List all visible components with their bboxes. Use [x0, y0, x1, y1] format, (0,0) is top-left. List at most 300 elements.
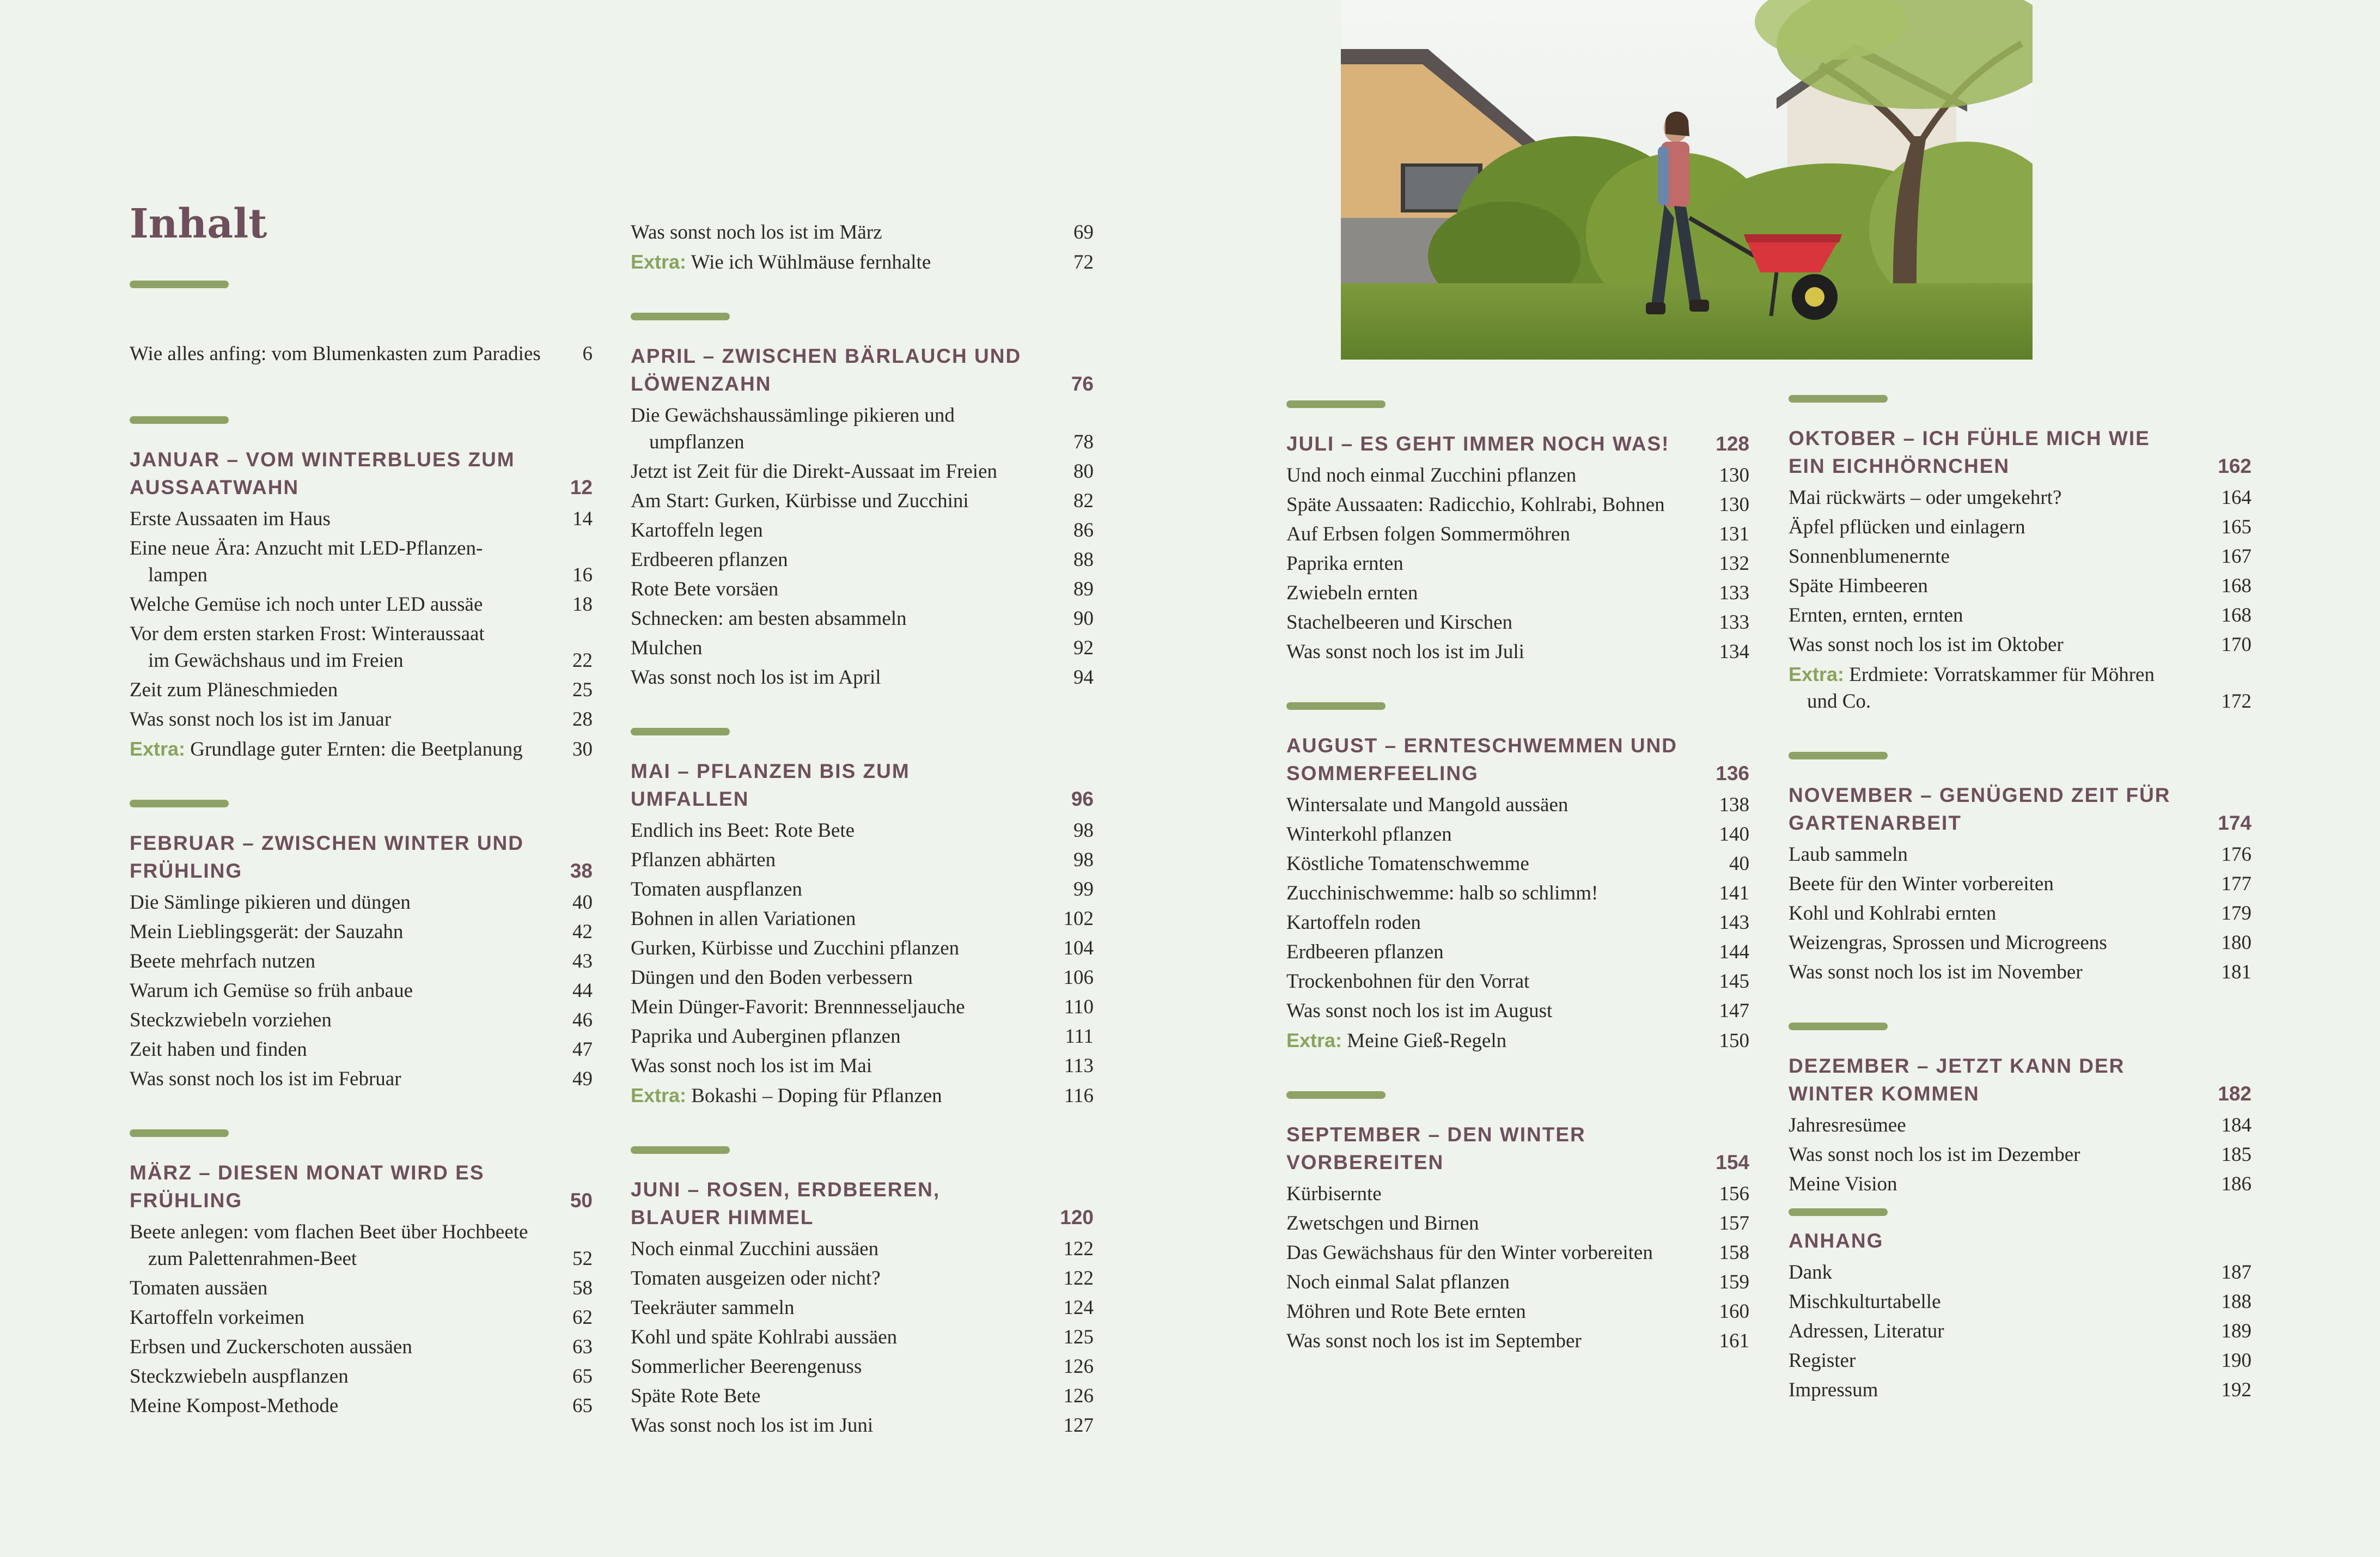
- entry-page: 122: [1063, 1238, 1094, 1260]
- section-heading: JANUAR – VOM WINTERBLUES ZUM AUSSAATWAHN 12: [130, 446, 593, 501]
- decorative-brush-stroke: [631, 728, 730, 735]
- toc-entry: [631, 964, 1094, 991]
- toc-entry: [631, 605, 1094, 632]
- entry-page: 144: [1719, 941, 1749, 963]
- toc-entry: [130, 1219, 593, 1272]
- toc-entry: [1286, 609, 1749, 636]
- entry-title: Winterkohl pflanzen: [1286, 823, 1452, 846]
- toc-entry: [1789, 1171, 2251, 1197]
- toc-entry: [1286, 850, 1749, 877]
- entry-title: Rote Bete vorsäen: [631, 578, 779, 600]
- toc-entry: [130, 977, 593, 1004]
- toc-entry: [631, 488, 1094, 514]
- entry-page: 164: [2221, 486, 2251, 509]
- entry-page: 86: [1073, 519, 1094, 542]
- heading-page: 154: [1716, 1151, 1749, 1173]
- heading-month: JUNI: [631, 1178, 681, 1201]
- entry-title: Paprika und Auberginen pflanzen: [631, 1025, 901, 1048]
- toc-entry: [1286, 1181, 1749, 1207]
- decorative-brush-stroke: [631, 313, 730, 320]
- toc-entry: [130, 506, 593, 532]
- heading-month: FEBRUAR: [130, 832, 236, 854]
- entry-title: Was sonst noch los ist im September: [1286, 1330, 1582, 1352]
- toc-entry: [130, 706, 593, 733]
- toc-entry: [1286, 1210, 1749, 1237]
- entry-title: Zeit haben und finden: [130, 1038, 307, 1061]
- heading-subtitle: DEN WINTER VORBEREITEN: [1286, 1123, 1586, 1173]
- toc-entry: [1789, 514, 2251, 540]
- toc-entry: [130, 591, 593, 618]
- entry-title: Erbsen und Zuckerschoten aussäen: [130, 1336, 412, 1358]
- entry-title: Beete mehrfach nutzen: [130, 950, 316, 972]
- entry-page: 52: [572, 1248, 593, 1270]
- toc-entry: [631, 1053, 1094, 1079]
- entry-title: Mischkulturtabelle: [1789, 1291, 1941, 1313]
- entry-title: Pflanzen abhärten: [631, 849, 776, 871]
- heading-month: SEPTEMBER: [1286, 1123, 1422, 1146]
- entry-page: 130: [1719, 494, 1749, 516]
- heading-subtitle: ICH FÜHLE MICH WIE EIN EICHHÖRNCHEN: [1789, 427, 2150, 477]
- entry-title: Eine neue Ära: Anzucht mit LED-Pflanzen-: [130, 537, 483, 559]
- toc-entry: [631, 219, 1094, 246]
- toc-entry: [130, 677, 593, 703]
- entry-page: 22: [572, 649, 593, 672]
- entry-title: Weizengras, Sprossen und Microgreens: [1789, 932, 2107, 954]
- entry-title: Mein Dünger-Favorit: Brennnesseljauche: [631, 996, 965, 1018]
- section-heading: SEPTEMBER – DEN WINTER VORBEREITEN 154: [1286, 1121, 1749, 1176]
- entry-page: 141: [1719, 882, 1749, 904]
- heading-month: NOVEMBER: [1789, 784, 1914, 806]
- heading-page: 96: [1071, 788, 1094, 810]
- entry-title: Warum ich Gemüse so früh anbaue: [130, 980, 413, 1002]
- toc-entry: [1286, 1269, 1749, 1296]
- heading-subtitle: ZWISCHEN WINTER UND FRÜHLING: [130, 832, 524, 882]
- entry-title: Kartoffeln legen: [631, 519, 763, 542]
- heading-month: MÄRZ: [130, 1161, 192, 1184]
- entry-page: 158: [1719, 1242, 1749, 1264]
- section-februar: [130, 800, 593, 1092]
- entry-title: Düngen und den Boden verbessern: [631, 966, 913, 989]
- heading-month: DEZEMBER: [1789, 1055, 1911, 1077]
- entry-page: 130: [1719, 464, 1749, 486]
- entry-page: 186: [2221, 1173, 2251, 1195]
- entry-page: 47: [572, 1038, 593, 1061]
- entry-title: Späte Himbeeren: [1789, 575, 1928, 597]
- heading-page: 182: [2218, 1082, 2251, 1105]
- entry-page: 126: [1063, 1355, 1094, 1378]
- heading-page: 162: [2218, 455, 2251, 477]
- page-title: Inhalt: [130, 200, 267, 247]
- entry-title: Tomaten auspflanzen: [631, 878, 802, 901]
- entry-page: 176: [2221, 843, 2251, 866]
- toc-entry: [130, 621, 593, 674]
- entry-page: 40: [572, 891, 593, 914]
- entry-title-continued: lampen: [148, 564, 208, 586]
- extra-label: Extra:: [631, 251, 687, 273]
- entry-title: Was sonst noch los ist im März: [631, 221, 882, 244]
- section-heading: NOVEMBER – GENÜGEND ZEIT FÜR GARTENARBEIT 174: [1789, 781, 2251, 837]
- toc-entry: [631, 664, 1094, 691]
- entry-page: 132: [1719, 552, 1749, 575]
- entry-title: Mai rückwärts – oder umgekehrt?: [1789, 486, 2062, 509]
- entry-title: Was sonst noch los ist im November: [1789, 961, 2083, 983]
- entry-page: 98: [1073, 849, 1094, 871]
- section-heading: DEZEMBER – JETZT KANN DER WINTER KOMMEN 182: [1789, 1052, 2251, 1108]
- heading-page: 12: [570, 476, 593, 498]
- heading-month: ANHANG: [1789, 1230, 1884, 1252]
- toc-entry: [130, 535, 593, 588]
- entry-page: 65: [572, 1365, 593, 1388]
- heading-month: AUGUST: [1286, 734, 1378, 757]
- extra-label: Extra:: [1789, 663, 1845, 685]
- toc-entry: [631, 876, 1094, 903]
- entry-page: 111: [1065, 1025, 1094, 1048]
- heading-subtitle: VOM WINTERBLUES ZUM AUSSAATWAHN: [130, 448, 515, 498]
- entry-page: 42: [572, 921, 593, 943]
- entry-title: Adressen, Literatur: [1789, 1320, 1944, 1342]
- entry-page: 63: [572, 1336, 593, 1358]
- decorative-brush-stroke: [1286, 400, 1386, 408]
- entry-title: Noch einmal Zucchini aussäen: [631, 1238, 879, 1260]
- entry-title: Bohnen in allen Variationen: [631, 908, 856, 930]
- entry-title: Sonnenblumenernte: [1789, 545, 1950, 568]
- decorative-brush-stroke: [130, 416, 229, 424]
- entry-title: Endlich ins Beet: Rote Bete: [631, 819, 855, 842]
- entry-title: Tomaten aussäen: [130, 1277, 268, 1299]
- heading-subtitle: GENÜGEND ZEIT FÜR GARTENARBEIT: [1789, 784, 2171, 834]
- decorative-brush-stroke: [130, 281, 229, 288]
- section-heading: JUNI – ROSEN, ERDBEEREN, BLAUER HIMMEL 120: [631, 1176, 1094, 1231]
- section-anhang: [1789, 1208, 2251, 1403]
- toc-entry: [1286, 1328, 1749, 1354]
- toc-entry: [130, 1036, 593, 1063]
- entry-title: Was sonst noch los ist im Februar: [130, 1068, 401, 1090]
- toc-entry: [1789, 1288, 2251, 1315]
- entry-title: Tomaten ausgeizen oder nicht?: [631, 1267, 881, 1290]
- entry-title: Zwiebeln ernten: [1286, 582, 1418, 604]
- entry-page: 143: [1719, 911, 1749, 934]
- entry-page: 90: [1073, 607, 1094, 630]
- entry-page: 125: [1063, 1326, 1094, 1348]
- toc-entry: [1789, 841, 2251, 868]
- heading-page: 50: [570, 1189, 593, 1212]
- toc-entry: [631, 1412, 1094, 1439]
- toc-entry: [1789, 1259, 2251, 1286]
- section-heading: FEBRUAR – ZWISCHEN WINTER UND FRÜHLING 38: [130, 829, 593, 885]
- toc-entry: [1286, 1239, 1749, 1266]
- toc-entry: [631, 1265, 1094, 1292]
- heading-subtitle: PFLANZEN BIS ZUM UMFALLEN: [631, 760, 910, 810]
- entry-page: 187: [2221, 1261, 2251, 1284]
- toc-entry: [1789, 484, 2251, 511]
- entry-page: 172: [2221, 690, 2251, 713]
- entry-page: 157: [1719, 1212, 1749, 1234]
- entry-page: 58: [572, 1277, 593, 1299]
- section-januar: [130, 416, 593, 763]
- entry-page: 6: [582, 343, 593, 365]
- entry-title: Köstliche Tomatenschwemme: [1286, 853, 1529, 875]
- toc-entry: [130, 889, 593, 916]
- entry-title: Möhren und Rote Bete ernten: [1286, 1300, 1526, 1323]
- decorative-brush-stroke: [1286, 1091, 1386, 1099]
- entry-title: Schnecken: am besten absammeln: [631, 607, 907, 630]
- entry-title: Erdbeeren pflanzen: [631, 549, 788, 571]
- toc-entry: [130, 1275, 593, 1301]
- toc-entry: [631, 576, 1094, 603]
- heading-month: OKTOBER: [1789, 427, 1897, 449]
- heading-subtitle: ES GEHT IMMER NOCH WAS!: [1360, 433, 1670, 455]
- toc-entry: [1286, 1298, 1749, 1325]
- toc-entry: [631, 905, 1094, 932]
- toc-entry: [1286, 638, 1749, 665]
- section-september: [1286, 1091, 1749, 1354]
- entry-page: 72: [1073, 251, 1094, 273]
- entry-title: Zucchinischwemme: halb so schlimm!: [1286, 882, 1598, 904]
- entry-title: Beete für den Winter vorbereiten: [1789, 873, 2054, 895]
- entry-page: 116: [1064, 1085, 1094, 1107]
- entry-title: Steckzwiebeln auspflanzen: [130, 1365, 349, 1388]
- entry-page: 46: [572, 1009, 593, 1031]
- entry-page: 40: [1729, 853, 1749, 875]
- entry-page: 168: [2221, 604, 2251, 627]
- toc-entry: [631, 635, 1094, 661]
- entry-title: Stachelbeeren und Kirschen: [1286, 611, 1513, 634]
- heading-month: JANUAR: [130, 448, 221, 471]
- entry-title: Kohl und Kohlrabi ernten: [1789, 902, 1997, 925]
- heading-subtitle: JETZT KANN DER WINTER KOMMEN: [1789, 1055, 2125, 1105]
- section-maerz-continued: [631, 219, 1094, 276]
- decorative-brush-stroke: [130, 1129, 229, 1137]
- entry-page: 18: [572, 593, 593, 616]
- heading-page: 120: [1060, 1206, 1094, 1228]
- entry-page: 161: [1719, 1330, 1749, 1352]
- heading-month: APRIL: [631, 345, 697, 367]
- entry-title: Sommerlicher Beerengenuss: [631, 1355, 862, 1378]
- entry-page: 180: [2221, 932, 2251, 954]
- entry-title-continued: und Co.: [1807, 690, 1871, 713]
- toc-entry: [1789, 602, 2251, 629]
- entry-title: Erdmiete: Vorratskammer für Möhren: [1849, 664, 2155, 686]
- entry-title: Was sonst noch los ist im Dezember: [1789, 1144, 2080, 1166]
- toc-entry: [1286, 550, 1749, 577]
- entry-page: 89: [1073, 578, 1094, 600]
- toc-entry: [631, 546, 1094, 573]
- entry-page: 25: [572, 679, 593, 701]
- toc-entry: [631, 1082, 1094, 1109]
- entry-page: 127: [1063, 1414, 1094, 1437]
- toc-entry: [631, 1324, 1094, 1351]
- entry-title: Beete anlegen: vom flachen Beet über Hochbeete: [130, 1221, 528, 1243]
- toc-entry: [1286, 521, 1749, 548]
- entry-page: 189: [2221, 1320, 2251, 1342]
- entry-title: Mulchen: [631, 637, 703, 659]
- toc-entry: [1286, 462, 1749, 489]
- toc-entry: [1286, 821, 1749, 848]
- section-dezember: [1789, 1023, 2251, 1197]
- entry-page: 134: [1719, 641, 1749, 663]
- entry-title: Zeit zum Pläneschmieden: [130, 679, 338, 701]
- entry-page: 165: [2221, 516, 2251, 538]
- toc-entry: [1286, 1027, 1749, 1054]
- decorative-brush-stroke: [1789, 752, 1888, 759]
- toc-entry: [1789, 900, 2251, 927]
- section-juni: [631, 1146, 1094, 1439]
- heading-page: 174: [2218, 812, 2251, 834]
- entry-title: Späte Rote Bete: [631, 1385, 761, 1407]
- entry-title: Erste Aussaaten im Haus: [130, 508, 331, 530]
- entry-page: 69: [1073, 221, 1094, 244]
- toc-entry: [1286, 580, 1749, 606]
- entry-page: 188: [2221, 1291, 2251, 1313]
- entry-page: 181: [2221, 961, 2251, 983]
- entry-page: 138: [1719, 794, 1749, 816]
- entry-title: Was sonst noch los ist im Oktober: [1789, 634, 2064, 656]
- heading-page: 128: [1716, 433, 1749, 455]
- entry-page: 94: [1073, 666, 1094, 689]
- entry-page: 133: [1719, 582, 1749, 604]
- entry-page: 167: [2221, 545, 2251, 568]
- entry-title: Am Start: Gurken, Kürbisse und Zucchini: [631, 490, 969, 512]
- entry-page: 124: [1063, 1297, 1094, 1319]
- entry-title: Auf Erbsen folgen Sommermöhren: [1286, 523, 1570, 545]
- entry-title: Dank: [1789, 1261, 1833, 1284]
- entry-title: Kartoffeln vorkeimen: [130, 1306, 304, 1329]
- heading-month: JULI: [1286, 433, 1335, 455]
- extra-label: Extra:: [1286, 1029, 1342, 1051]
- entry-title: Teekräuter sammeln: [631, 1297, 795, 1319]
- toc-entry: [130, 1007, 593, 1033]
- entry-title: Vor dem ersten starken Frost: Winteraussaat: [130, 623, 485, 645]
- section-heading: MAI – PFLANZEN BIS ZUM UMFALLEN 96: [631, 757, 1094, 813]
- entry-title: Register: [1789, 1349, 1856, 1372]
- toc-entry: [631, 1023, 1094, 1050]
- toc-entry: [1789, 661, 2251, 715]
- entry-page: 106: [1063, 966, 1094, 989]
- entry-title: Was sonst noch los ist im Mai: [631, 1055, 872, 1077]
- entry-page: 104: [1063, 937, 1094, 959]
- entry-title: Gurken, Kürbisse und Zucchini pflanzen: [631, 937, 960, 959]
- entry-title: Was sonst noch los ist im Juni: [631, 1414, 874, 1437]
- heading-month: MAI: [631, 760, 671, 782]
- toc-entry: [1286, 998, 1749, 1024]
- entry-page: 126: [1063, 1385, 1094, 1407]
- toc-entry: [631, 1294, 1094, 1321]
- section-mai: [631, 728, 1094, 1109]
- entry-title: Erdbeeren pflanzen: [1286, 941, 1444, 963]
- toc-entry: [1789, 573, 2251, 599]
- heading-subtitle: ROSEN, ERDBEEREN, BLAUER HIMMEL: [631, 1178, 941, 1228]
- heading-page: 136: [1716, 762, 1749, 784]
- heading-page: 38: [570, 860, 593, 882]
- toc-entry: [1286, 968, 1749, 995]
- entry-title: Was sonst noch los ist im Juli: [1286, 641, 1524, 663]
- toc-entry: [631, 248, 1094, 276]
- entry-title: Jetzt ist Zeit für die Direkt-Aussaat im Freien: [631, 460, 998, 483]
- garden-photo: [1341, 0, 2033, 360]
- entry-title: Kohl und späte Kohlrabi aussäen: [631, 1326, 898, 1348]
- entry-title: Meine Gieß-Regeln: [1347, 1030, 1507, 1052]
- entry-page: 80: [1073, 460, 1094, 483]
- toc-entry: [631, 847, 1094, 873]
- entry-title: Wie alles anfing: vom Blumenkasten zum Paradies: [130, 343, 541, 365]
- entry-page: 170: [2221, 634, 2251, 656]
- entry-title: Grundlage guter Ernten: die Beetplanung: [190, 738, 523, 761]
- toc-entry: [1286, 909, 1749, 936]
- entry-title: Späte Aussaaten: Radicchio, Kohlrabi, Bohnen: [1286, 494, 1665, 516]
- entry-title: Wintersalate und Mangold aussäen: [1286, 794, 1569, 816]
- toc-entry: [1789, 1347, 2251, 1374]
- entry-title-continued: umpflanzen: [649, 431, 744, 453]
- toc-entry: [130, 735, 593, 763]
- toc-entry: [1789, 631, 2251, 658]
- toc-entry: [1789, 1318, 2251, 1345]
- toc-entry: [130, 948, 593, 975]
- entry-page: 140: [1719, 823, 1749, 846]
- entry-page: 78: [1073, 431, 1094, 453]
- toc-entry: [1286, 491, 1749, 518]
- entry-title: Die Gewächshaussämlinge pikieren und: [631, 404, 955, 427]
- entry-title: Jahresresümee: [1789, 1114, 1906, 1136]
- section-oktober: [1789, 395, 2251, 715]
- entry-page: 179: [2221, 902, 2251, 925]
- entry-page: 113: [1064, 1055, 1094, 1077]
- toc-entry: [1789, 543, 2251, 570]
- entry-title-continued: zum Palettenrahmen-Beet: [148, 1248, 357, 1270]
- toc-entry-intro: [130, 340, 593, 367]
- entry-page: 168: [2221, 575, 2251, 597]
- entry-title: Laub sammeln: [1789, 843, 1908, 866]
- entry-page: 145: [1719, 970, 1749, 993]
- entry-title: Das Gewächshaus für den Winter vorbereiten: [1286, 1242, 1653, 1264]
- entry-title-continued: im Gewächshaus und im Freien: [148, 649, 404, 672]
- entry-title: Was sonst noch los ist im April: [631, 666, 881, 689]
- toc-entry: [130, 1066, 593, 1092]
- toc-entry: [631, 517, 1094, 544]
- toc-entry: [631, 1236, 1094, 1262]
- entry-page: 82: [1073, 490, 1094, 512]
- entry-title: Paprika ernten: [1286, 552, 1403, 575]
- entry-title: Noch einmal Salat pflanzen: [1286, 1271, 1510, 1293]
- toc-entry: [1789, 1141, 2251, 1168]
- heading-subtitle: ERNTESCHWEMMEN UND SOMMERFEELING: [1286, 734, 1677, 784]
- entry-page: 122: [1063, 1267, 1094, 1290]
- entry-title: Trockenbohnen für den Vorrat: [1286, 970, 1530, 993]
- section-august: [1286, 702, 1749, 1054]
- entry-title: Kürbisernte: [1286, 1183, 1382, 1205]
- entry-page: 92: [1073, 637, 1094, 659]
- entry-page: 150: [1719, 1030, 1749, 1052]
- entry-page: 133: [1719, 611, 1749, 634]
- decorative-brush-stroke: [1789, 395, 1888, 403]
- entry-title: Kartoffeln roden: [1286, 911, 1421, 934]
- entry-title: Bokashi – Doping für Pflanzen: [691, 1085, 942, 1107]
- entry-page: 65: [572, 1395, 593, 1417]
- entry-title: Steckzwiebeln vorziehen: [130, 1009, 332, 1031]
- entry-page: 16: [572, 564, 593, 586]
- section-maerz: [130, 1129, 593, 1419]
- extra-label: Extra:: [631, 1084, 687, 1106]
- toc-entry: [631, 402, 1094, 455]
- entry-title: Meine Vision: [1789, 1173, 1897, 1195]
- toc-entry: [1789, 959, 2251, 986]
- toc-entry: [130, 1304, 593, 1331]
- toc-entry: [130, 919, 593, 945]
- toc-entry: [1286, 880, 1749, 907]
- decorative-brush-stroke: [631, 1146, 730, 1154]
- section-heading: JULI – ES GEHT IMMER NOCH WAS! 128: [1286, 430, 1749, 458]
- toc-entry: [1286, 939, 1749, 965]
- section-november: [1789, 752, 2251, 986]
